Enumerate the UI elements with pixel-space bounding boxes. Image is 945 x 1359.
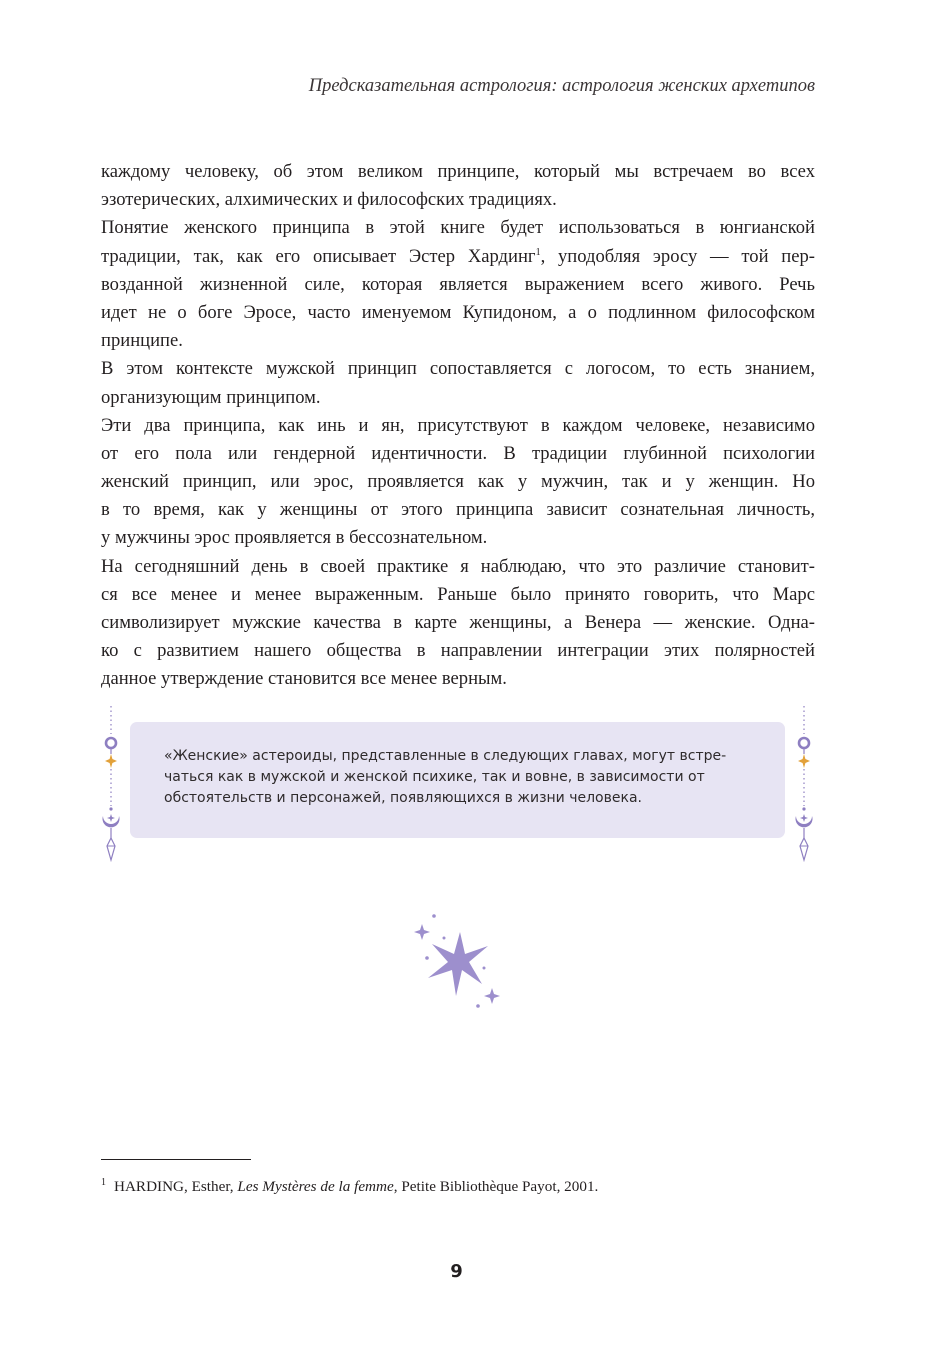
footnote-rule — [101, 1159, 251, 1160]
body-line: возданной жизненной силе, которая является выражением всего живого. Речь — [101, 273, 815, 295]
body-line: идет не о боге Эросе, часто именуемом Купидоном, а о подлинном философском — [101, 301, 815, 323]
footnote — [101, 1177, 598, 1196]
footnote-author: HARDING, Esther, — [114, 1178, 238, 1195]
footnote-title: Les Mystères de la femme — [237, 1178, 394, 1195]
page-number: 9 — [450, 1261, 463, 1282]
callout-line: «Женские» астероиды, представленные в следующих главах, могут встре- — [164, 748, 727, 764]
callout-text — [164, 746, 754, 809]
sparkle-star-icon — [408, 912, 504, 1016]
body-line: В этом контексте мужской принцип сопоставляется с логосом, то есть знанием, — [101, 358, 815, 380]
body-line: от его пола или гендерной идентичности. В традиции глубинной психологии — [101, 442, 815, 464]
callout-line: обстоятельств и персонажей, появляющихся в жизни человека. — [164, 790, 642, 806]
body-line: ся все менее и менее выраженным. Раньше было принято говорить, что Марс — [101, 583, 815, 605]
running-head: Предсказательная астрология: астрология женских архетипов — [308, 76, 815, 96]
footnote-mark: 1 — [101, 1177, 106, 1188]
body-line: символизирует мужские качества в карте женщины, а Венера — женские. Одна- — [101, 612, 815, 633]
celestial-ornament-icon — [99, 706, 123, 862]
body-line: в то время, как у женщины от этого принципа зависит сознательная личность, — [101, 499, 815, 521]
callout-line: чаться как в мужской и женской психике, так и вовне, в зависимости от — [164, 769, 705, 785]
body-line: данное утверждение становится все менее верным. — [101, 668, 507, 690]
body-line: Понятие женского принципа в этой книге будет использоваться в юнгианской — [101, 217, 815, 239]
body-line: женский принцип, или эрос, проявляется как у мужчин, так и у женщин. Но — [101, 471, 815, 493]
body-line-part: традиции, так, как его описывает Эстер Хардинг — [101, 245, 536, 267]
body-line: организующим принципом. — [101, 386, 321, 408]
body-line: у мужчины эрос проявляется в бессознательном. — [101, 527, 488, 549]
callout-box — [130, 722, 785, 838]
footnote-publisher: , Petite Bibliothèque Payot, 2001. — [393, 1178, 599, 1195]
body-line-part: , уподобляя эросу — той пер- — [540, 245, 816, 267]
body-line: На сегодняшний день в своей практике я наблюдаю, что это различие становит- — [101, 555, 815, 577]
body-line: каждому человеку, об этом великом принципе, который мы встречаем во всех — [101, 161, 815, 182]
body-line: эзотерических, алхимических и философских традициях. — [101, 189, 557, 211]
footnote-reference: 1 — [535, 246, 541, 258]
body-text — [101, 158, 815, 694]
body-line-with-footnote — [101, 243, 815, 271]
body-line: принципе. — [101, 330, 183, 352]
body-line: ко с развитием нашего общества в направлении интеграции этих полярностей — [101, 640, 815, 662]
celestial-ornament-icon — [792, 706, 816, 862]
body-line: Эти два принципа, как инь и ян, присутствуют в каждом человеке, независимо — [101, 414, 815, 436]
